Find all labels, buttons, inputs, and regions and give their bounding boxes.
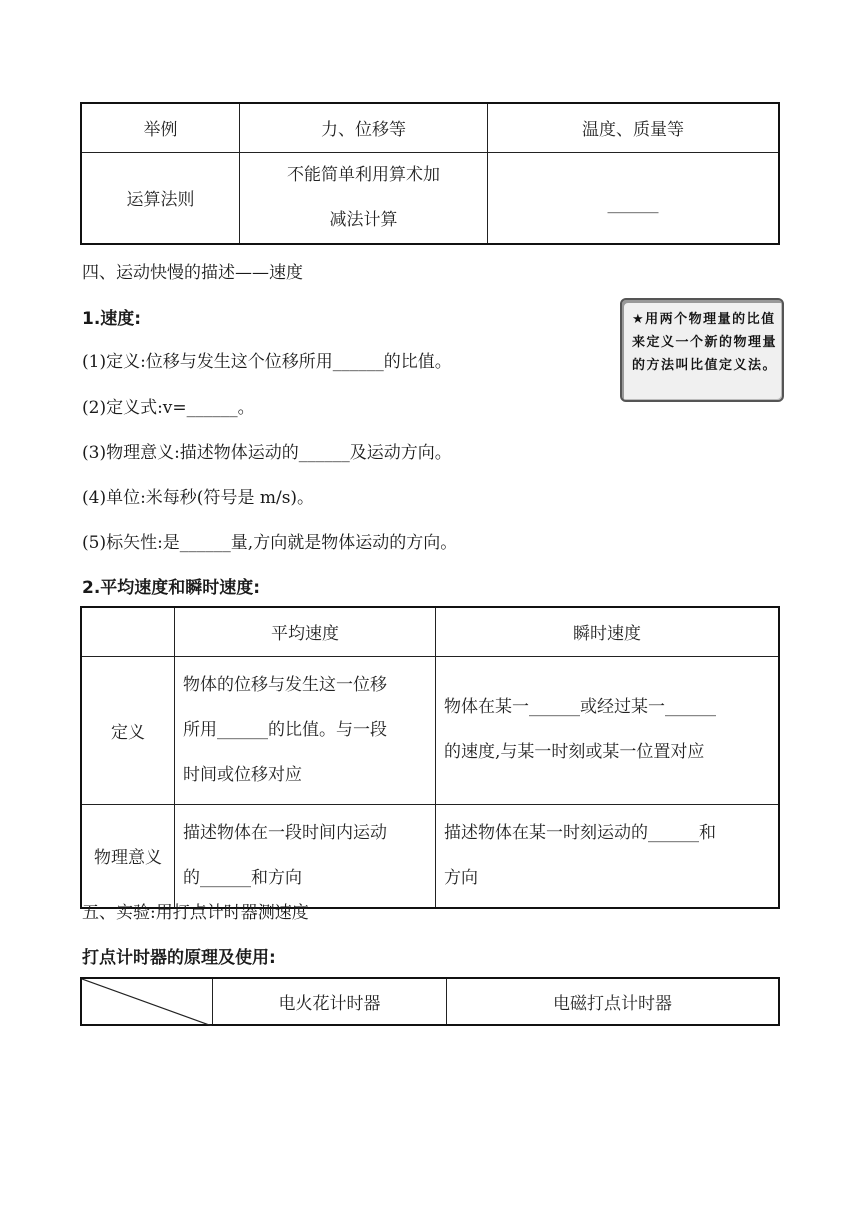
ratio-definition-note-text: ★用两个物理量的比值来定义一个新的物理量的方法叫比值定义法。 xyxy=(632,312,778,373)
cell-rule-vector-line2: 减法计算 xyxy=(329,209,398,230)
def-avg-line2: 所用______的比值。与一段 xyxy=(183,719,387,740)
def-inst-line2: 的速度,与某一时刻或某一位置对应 xyxy=(444,742,705,762)
section5-title: 五、实验:用打点计时器测速度 xyxy=(82,903,309,923)
cell-header-spark-timer: 电火花计时器 xyxy=(213,978,447,1025)
cell-meaning-label: 物理意义 xyxy=(81,804,175,908)
cell-example-label: 举例 xyxy=(81,103,240,152)
meaning-inst-line1: 描述物体在某一时刻运动的______和 xyxy=(444,822,716,843)
speed-meaning: (3)物理意义:描述物体运动的______及运动方向。 xyxy=(82,443,452,463)
speed-vector-nature: (5)标矢性:是______量,方向就是物体运动的方向。 xyxy=(82,533,458,553)
comparison-table-vector-scalar xyxy=(80,102,780,245)
ratio-definition-note xyxy=(620,298,784,402)
meaning-inst-line2: 方向 xyxy=(444,867,478,888)
cell-header-empty xyxy=(81,607,175,656)
def-inst-line1: 物体在某一______或经过某一______ xyxy=(444,697,716,717)
cell-definition-label: 定义 xyxy=(81,656,175,804)
avg-instant-speed-heading: 2.平均速度和瞬时速度: xyxy=(82,578,261,598)
cell-rule-vector xyxy=(240,152,488,244)
speed-unit: (4)单位:米每秒(符号是 m/s)。 xyxy=(82,488,315,508)
speed-definition: (1)定义:位移与发生这个位移所用______的比值。 xyxy=(82,352,452,372)
cell-diagonal-corner xyxy=(81,978,213,1025)
def-avg-line3: 时间或位移对应 xyxy=(183,764,302,785)
timer-comparison-table xyxy=(80,977,780,1026)
speed-heading: 1.速度: xyxy=(82,309,142,329)
cell-meaning-instant xyxy=(436,804,780,908)
cell-meaning-avg xyxy=(175,804,436,908)
avg-instant-speed-table xyxy=(80,606,780,909)
cell-header-avg: 平均速度 xyxy=(175,607,436,656)
cell-example-vector: 力、位移等 xyxy=(240,103,488,152)
cell-rule-label: 运算法则 xyxy=(81,152,240,244)
speed-formula: (2)定义式:v=______。 xyxy=(82,398,255,418)
cell-definition-avg xyxy=(175,656,436,804)
timer-heading: 打点计时器的原理及使用: xyxy=(82,948,276,968)
cell-header-instant: 瞬时速度 xyxy=(436,607,780,656)
def-avg-line1: 物体的位移与发生这一位移 xyxy=(183,674,387,695)
cell-example-scalar: 温度、质量等 xyxy=(488,103,780,152)
section4-title: 四、运动快慢的描述——速度 xyxy=(82,263,303,283)
cell-rule-vector-line1: 不能简单利用算术加 xyxy=(287,164,440,185)
diagonal-divider xyxy=(82,979,212,1026)
cell-header-electromagnetic-timer: 电磁打点计时器 xyxy=(447,978,780,1025)
cell-rule-scalar-blank: ______ xyxy=(488,152,780,244)
meaning-avg-line2: 的______和方向 xyxy=(183,867,302,888)
meaning-avg-line1: 描述物体在一段时间内运动 xyxy=(183,822,387,843)
cell-definition-instant xyxy=(436,656,780,804)
